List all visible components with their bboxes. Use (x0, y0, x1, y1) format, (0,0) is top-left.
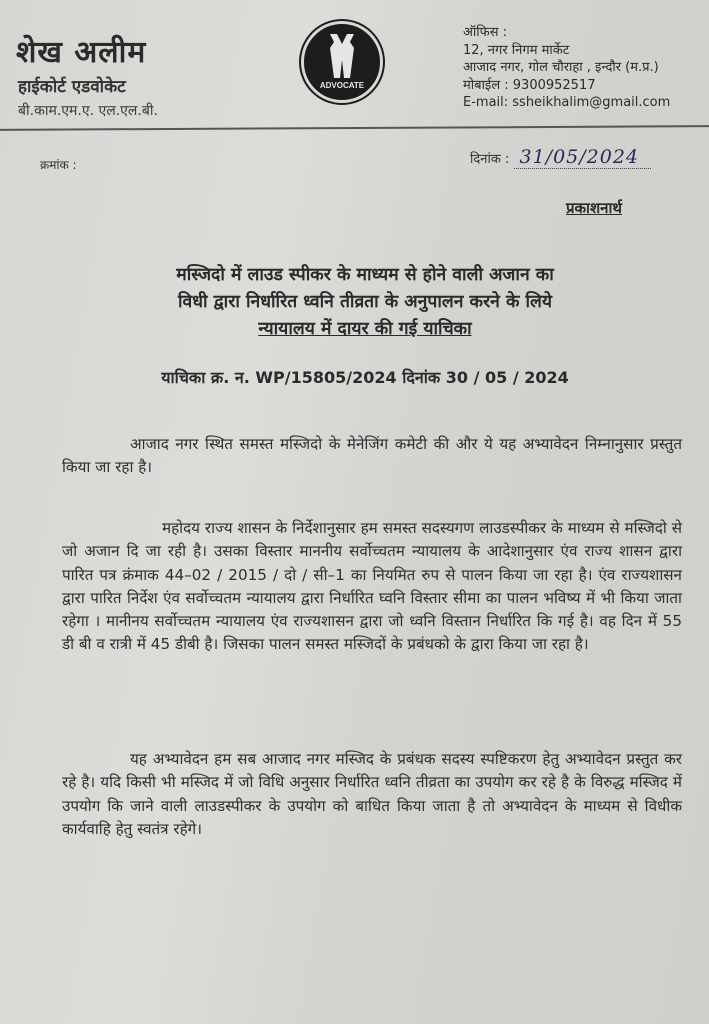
subject-line-2: विधी द्वारा निर्धारित ध्वनि तीव्रता के अनुपालन करने के लिये (177, 292, 553, 312)
office-address-line1: 12, नगर निगम मार्केट (463, 42, 570, 58)
paragraph-3-text: यह अभ्यावेदन हम सब आजाद नगर मस्जिद के प्रबंधक सदस्य स्पष्टिकरण हेतु अभ्यावेदन प्रस्तुत कर रहे है। यदि किसी भी मस्जिद में जो विधि अनुसार निर्धारित ध्वनि तीव्रता का उपयोग कर रहे है के विरुद्ध मस्जिद में उपयोग कि जाने वाली लाउडस्पीकर के उपयोग को बाधित किया जाता है तो अभ्यावेदन के माध्यम से विधीक कार्यवाहि हेतु स्वतंत्र रहेगे। (62, 750, 682, 838)
header-divider (0, 125, 709, 130)
advocate-title: हाईकोर्ट एडवोकेट (18, 77, 126, 97)
reference-number-label: क्रमांक : (40, 158, 77, 172)
date-label: दिनांक : (470, 152, 510, 167)
paragraph-2 (62, 517, 682, 657)
for-publication-heading: प्रकाशनार्थ (566, 199, 622, 217)
office-mobile: मोबाईल : 9300952517 (463, 77, 596, 93)
subject-line-3: न्यायालय में दायर की गई याचिका (258, 319, 472, 339)
advocate-logo-icon (304, 24, 380, 100)
petition-number: याचिका क्र. न. WP/15805/2024 दिनांक 30 / 05 / 2024 (161, 368, 569, 387)
paragraph-1 (62, 433, 682, 480)
paragraph-2-text: महोदय राज्य शासन के निर्देशानुसार हम समस्त सदस्यगण लाउडस्पीकर के माध्यम से मस्जिदो से जो अजान दि जा रही है। उसका विस्तार माननीय सर्वोच्चतम न्यायालय के आदेशानुसार एंव राज्य शासन द्वारा पारित पत्र क्रंमाक 44–02 / 2015 / दो / सी–1 का नियमित रुप से पालन किया जा रहा है। एंव राज्यशासन द्वारा पारित निर्देश एंव सर्वोच्चतम न्यायालय द्वारा निर्धारित घ्वनि विस्तार सीमा का पालन भविष्य में भी किया जाता रहेगा । मानीनय सर्वोच्चतम न्यायालय एंव राज्यशासन द्वारा जो ध्वनि विस्तान निर्धारित कि गई है। वह दिन में 55 डी बी व रात्री में 45 डीबी है। जिसका पालन समस्त मस्जिदों के प्रबंधको के द्वारा किया जा रहा है। (62, 519, 682, 654)
paragraph-3 (62, 748, 682, 841)
svg-text:ADVOCATE: ADVOCATE (319, 81, 365, 90)
advocate-name: शेख अलीम (16, 35, 147, 70)
subject-heading (60, 262, 670, 343)
date-value: 31/05/2024 (514, 146, 652, 169)
date-field (470, 146, 651, 169)
paragraph-1-text: आजाद नगर स्थित समस्त मस्जिदो के मेनेजिंग कमेटी की और ये यह अभ्यावेदन निम्नानुसार प्रस्तुत किया जा रहा है। (62, 435, 682, 477)
office-label: ऑफिस : (463, 25, 507, 40)
office-address-block (463, 24, 670, 112)
subject-line-1: मस्जिदो में लाउड स्पीकर के माध्यम से होने वाली अजान का (176, 265, 554, 285)
office-email: E-mail: ssheikhalim@gmail.com (463, 95, 671, 110)
advocate-qualifications: बी.काम.एम.ए. एल.एल.बी. (18, 103, 158, 119)
office-address-line2: आजाद नगर, गोल चौराहा , इन्दौर (म.प्र.) (463, 60, 659, 75)
